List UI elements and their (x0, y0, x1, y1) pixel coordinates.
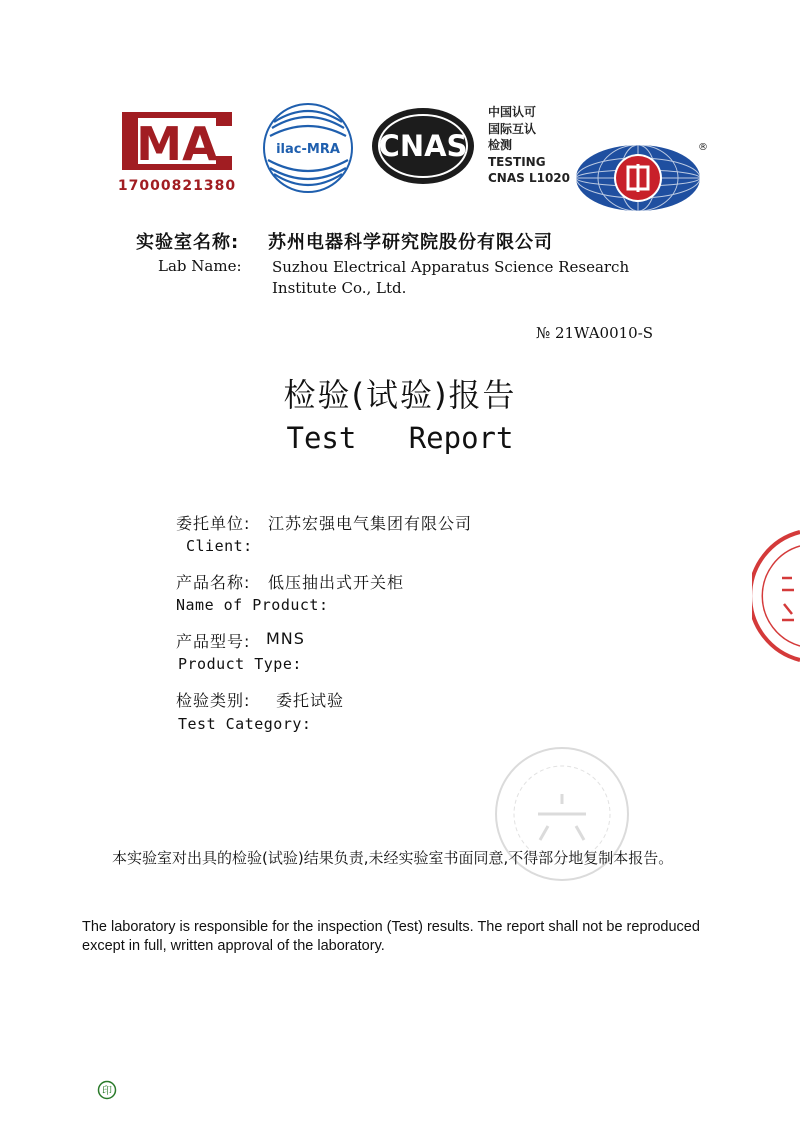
ilac-mra-logo (262, 102, 354, 194)
notice-en: The laboratory is responsible for the inspection (Test) results. The report shall not be reproduced except in full, written approval of the laboratory. (82, 919, 700, 954)
product-type-label-cn: 产品型号: (176, 632, 251, 651)
test-category-label-cn: 检验类别: (176, 691, 251, 710)
cnas-caption-line: TESTING (488, 154, 546, 169)
product-name-label-cn: 产品名称: (176, 573, 251, 592)
lab-name-en-label: Lab Name: (158, 257, 242, 275)
cnas-caption-line: 检测 (488, 138, 513, 152)
globe-logo (574, 134, 708, 214)
notice-cn: 本实验室对出具的检验(试验)结果负责,未经实验室书面同意,不得部分地复制本报告。 (112, 849, 674, 867)
test-category-label-en: Test Category: (178, 715, 312, 733)
lab-name-en-value: Suzhou Electrical Apparatus Science Research Institute Co., Ltd. (272, 258, 630, 297)
report-title-cn: 检验(试验)报告 (283, 376, 517, 414)
lab-name-cn-value: 苏州电器科学研究院股份有限公司 (268, 232, 553, 253)
cnas-caption-line: 中国认可 (488, 105, 537, 119)
cma-logo-text: MA (136, 117, 218, 171)
print-mark-icon (97, 1080, 117, 1100)
seal-stamp-edge (752, 528, 800, 664)
client-label-en: Client: (186, 537, 253, 555)
cnas-logo-text: CNAS (378, 129, 468, 163)
cnas-logo (370, 106, 476, 186)
product-name-label-en: Name of Product: (176, 596, 329, 614)
cnas-caption-line: 国际互认 (488, 121, 537, 136)
product-name-value: 低压抽出式开关柜 (268, 573, 405, 592)
product-type-label-en: Product Type: (178, 655, 302, 673)
ilac-logo-text: ilac-MRA (276, 142, 340, 157)
lab-name-cn-label: 实验室名称: (136, 232, 240, 253)
test-category-value: 委托试验 (276, 691, 345, 710)
cma-number: 17000821380 (117, 178, 237, 194)
report-title-en: Test Report (286, 421, 514, 455)
client-label-cn: 委托单位: (176, 514, 251, 533)
report-number: № 21WA0010-S (536, 324, 654, 342)
client-value: 江苏宏强电气集团有限公司 (268, 514, 473, 533)
product-type-value: MNS (266, 629, 305, 648)
print-mark-text: 印 (102, 1086, 112, 1097)
registered-mark: ® (698, 142, 708, 153)
cnas-caption-line: CNAS L1020 (488, 171, 571, 185)
cnas-caption (488, 104, 570, 187)
